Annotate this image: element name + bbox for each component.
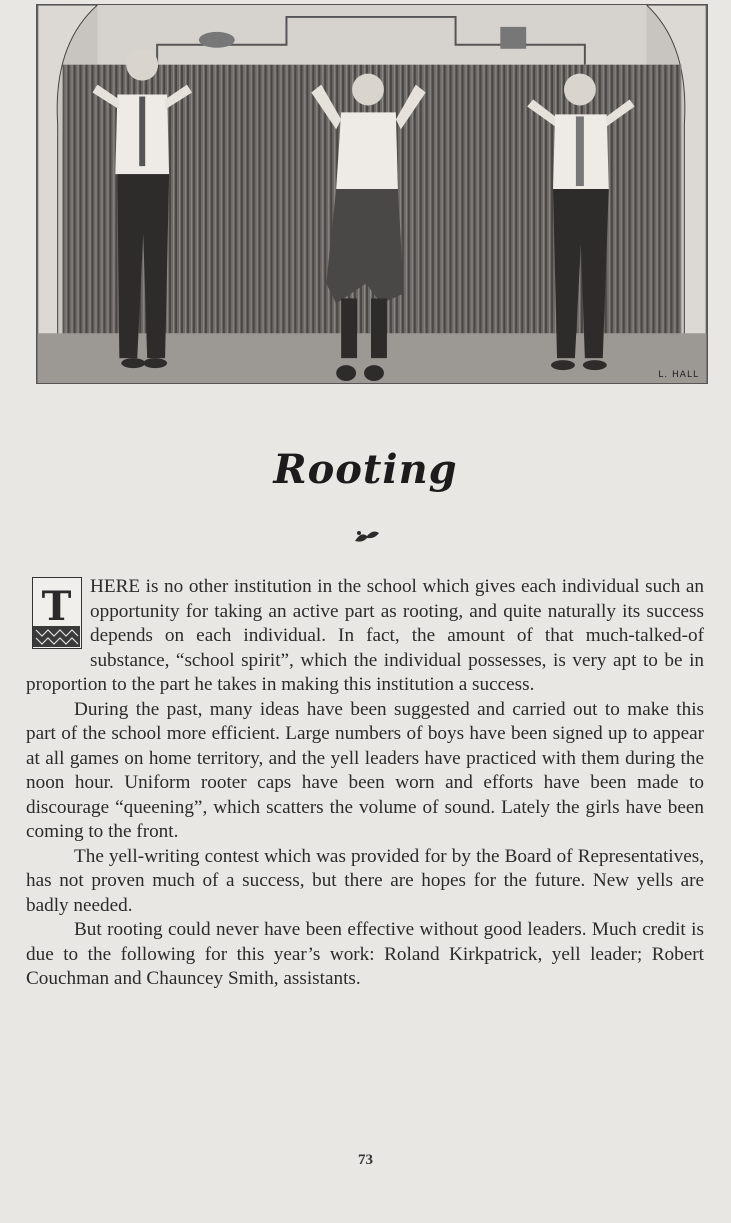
paragraph-1-text: HERE is no other institution in the school which gives each individual such an opportunity for taking an active part as rooting, and quite naturally its success depends on each individual. In fact, the amount of that much-talked-of substance, “school spirit”, which the individual possesses, is very apt to be in proportion to the part he takes in making this institution a success. bbox=[26, 576, 704, 695]
dropcap-letter: T bbox=[41, 583, 72, 630]
leaf-ornament-icon bbox=[353, 527, 381, 545]
dropcap-box bbox=[32, 577, 82, 649]
page-title: Rooting bbox=[273, 446, 458, 493]
illustration-photo bbox=[36, 4, 708, 384]
paragraph-2: During the past, many ideas have been suggested and carried out to make this part of the school more efficient. Large numbers of boys have been signed up to appear at all games on home territory, and the yell leaders have practiced with them during the noon hour. Uniform rooter caps have been worn and efforts have been made to discourage “queening”, which scatters the volume of sound. Lately the girls have been coming to the front. bbox=[26, 698, 704, 842]
photo-credit: L. HALL bbox=[658, 370, 699, 380]
page-number: 73 bbox=[358, 1152, 373, 1168]
paragraph-1 bbox=[26, 575, 704, 698]
three-boys-photo bbox=[37, 5, 707, 383]
dropcap-ornament-icon bbox=[33, 578, 80, 647]
paragraph-4: But rooting could never have been effective without good leaders. Much credit is due to the following for this year’s work: Roland Kirkpatrick, yell leader; Robert Couchman and Chauncey Smith, assistants. bbox=[26, 919, 704, 989]
article-body bbox=[26, 575, 704, 992]
paragraph-3: The yell-writing contest which was provided for by the Board of Representatives, has not proven much of a success, but there are hopes for the future. New yells are badly needed. bbox=[26, 845, 704, 916]
